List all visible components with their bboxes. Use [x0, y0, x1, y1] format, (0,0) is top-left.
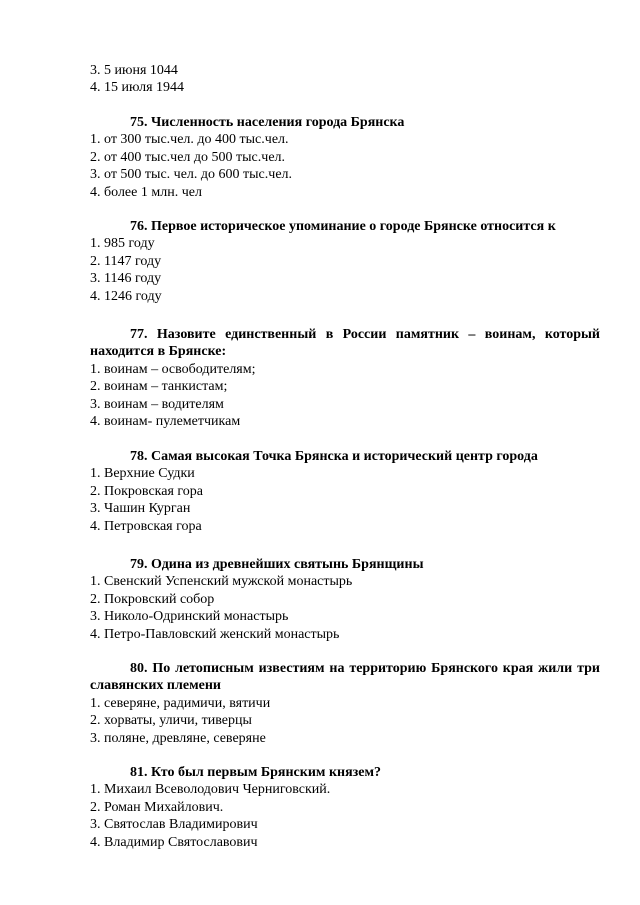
option-line: 1. северяне, радимичи, вятичи: [90, 695, 271, 711]
question-text: Первое историческое упоминание о городе Брянске относится к: [151, 219, 556, 234]
question-text: Численность населения города Брянска: [151, 115, 405, 130]
option-line: 3. Николо-Одринский монастырь: [90, 609, 289, 625]
option-line: 2. Покровская гора: [90, 483, 204, 499]
option-line: 4. Петро-Павловский женский монастырь: [90, 626, 340, 642]
option-line: 1. 985 году: [90, 236, 155, 252]
option-line: 3. поляне, древляне, северяне: [90, 730, 266, 746]
question-title: [90, 556, 600, 573]
option-line: 1. Михаил Всеволодович Черниговский.: [90, 782, 331, 798]
question-text: Самая высокая Точка Брянска и исторический центр города: [151, 449, 538, 464]
question-title: [90, 448, 600, 465]
question-text: Кто был первым Брянским князем?: [151, 765, 382, 780]
option-line: 3. Святослав Владимирович: [90, 817, 258, 833]
option-line: 2. воинам – танкистам;: [90, 379, 228, 395]
option-line: 2. от 400 тыс.чел до 500 тыс.чел.: [90, 149, 286, 165]
question-title: [90, 764, 600, 781]
question-number: 80: [130, 661, 144, 676]
question-80: [90, 660, 600, 747]
option-line: 2. Покровский собор: [90, 591, 215, 607]
option-line: 4. 1246 году: [90, 288, 162, 304]
question-number: 77.: [130, 327, 148, 342]
question-74-tail: [90, 62, 600, 97]
question-number: 78.: [130, 449, 148, 464]
option-line: 3. Чашин Курган: [90, 501, 191, 517]
question-76: [90, 218, 600, 305]
question-number: 76.: [130, 219, 148, 234]
question-81: [90, 764, 600, 851]
question-title: [90, 218, 600, 235]
option-line: 4. 15 июля 1944: [90, 80, 185, 96]
option-line: 4. Петровская гора: [90, 518, 202, 534]
option-line: 3. от 500 тыс. чел. до 600 тыс.чел.: [90, 167, 293, 183]
option-line: 2. хорваты, уличи, тиверцы: [90, 713, 252, 729]
option-line: 1. от 300 тыс.чел. до 400 тыс.чел.: [90, 132, 289, 148]
option-line: 3. 5 июня 1044: [90, 63, 178, 78]
question-text: Назовите единственный в России памятник – воинам, который находится в Брянске:: [90, 327, 600, 360]
question-79: [90, 556, 600, 643]
question-75: [90, 114, 600, 201]
option-line: 3. 1146 году: [90, 271, 162, 287]
option-line: 3. воинам – водителям: [90, 396, 224, 412]
option-line: 2. 1147 году: [90, 253, 162, 269]
question-number: 75.: [130, 115, 148, 130]
option-line: 1. воинам – освободителям;: [90, 361, 256, 377]
option-line: 4. воинам- пулеметчикам: [90, 414, 241, 430]
question-78: [90, 448, 600, 535]
question-text: . По летописным известиям на территорию Брянского края жили три славянских племени: [90, 661, 600, 694]
question-title: [90, 326, 600, 361]
option-line: 4. Владимир Святославович: [90, 834, 258, 850]
question-title: [90, 660, 600, 695]
question-text: Одина из древнейших святынь Брянщины: [151, 557, 424, 572]
question-number: 81.: [130, 765, 148, 780]
question-title: [90, 114, 600, 131]
question-number: 79.: [130, 557, 148, 572]
option-line: 1. Свенский Успенский мужской монастырь: [90, 574, 353, 590]
question-77: [90, 326, 600, 430]
option-line: 4. более 1 млн. чел: [90, 184, 202, 200]
option-line: 2. Роман Михайлович.: [90, 799, 224, 815]
option-line: 1. Верхние Судки: [90, 466, 195, 482]
